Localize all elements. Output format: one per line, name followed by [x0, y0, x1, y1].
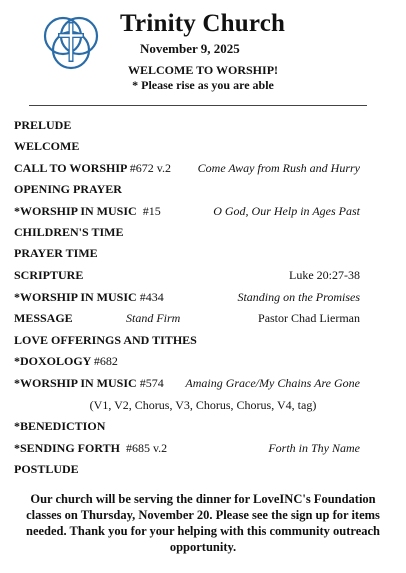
item-worship-music-2: [14, 290, 360, 308]
church-name: Trinity Church: [120, 10, 286, 37]
item-sending-forth: [14, 441, 360, 459]
item-welcome: [14, 139, 360, 157]
item-offerings: [14, 333, 360, 351]
scripture-reference: Luke 20:27-38: [289, 268, 360, 282]
hymn-title: O God, Our Help in Ages Past: [213, 204, 360, 218]
item-label: WELCOME: [14, 139, 80, 153]
church-logo-icon: [40, 14, 102, 70]
hymn-title: Come Away from Rush and Hurry: [197, 161, 360, 175]
item-label: *BENEDICTION: [14, 419, 106, 433]
item-prayer-time: [14, 246, 360, 264]
item-label: POSTLUDE: [14, 462, 79, 476]
welcome-heading: WELCOME TO WORSHIP!: [127, 63, 279, 77]
item-label: MESSAGE: [14, 311, 73, 325]
item-scripture: [14, 268, 360, 286]
item-doxology: [14, 354, 360, 372]
item-label: *DOXOLOGY: [14, 354, 91, 368]
announcement-text: Our church will be serving the dinner for LoveINC's Foundation classes on Thursday, November 20. Please see the sign up for items needed. Thank you for your helping with this community outreach opportunity.: [26, 492, 380, 554]
service-date: November 9, 2025: [140, 41, 240, 56]
hymn-number: #682: [93, 354, 118, 368]
hymn-number: #574: [139, 376, 164, 390]
item-label: *WORSHIP IN MUSIC: [14, 290, 137, 304]
item-call-to-worship: [14, 161, 360, 179]
item-label: PRAYER TIME: [14, 246, 98, 260]
verse-order: (V1, V2, Chorus, V3, Chorus, Chorus, V4, tag): [89, 398, 317, 412]
hymn-title: Amaing Grace/My Chains Are Gone: [185, 376, 360, 390]
rise-note: * Please rise as you are able: [132, 78, 274, 92]
item-worship-music-3: [14, 376, 360, 394]
item-label: *SENDING FORTH: [14, 441, 120, 455]
item-label: CHILDREN'S TIME: [14, 225, 124, 239]
item-childrens-time: [14, 225, 360, 243]
message-title: Stand Firm: [126, 311, 181, 325]
speaker-name: Pastor Chad Lierman: [258, 311, 360, 325]
item-label: CALL TO WORSHIP: [14, 161, 127, 175]
item-opening-prayer: [14, 182, 360, 200]
hymn-number: #685 v.2: [125, 441, 168, 455]
item-label: OPENING PRAYER: [14, 182, 122, 196]
item-message: [14, 311, 360, 329]
item-label: LOVE OFFERINGS AND TITHES: [14, 333, 197, 347]
divider: [29, 105, 367, 106]
hymn-title: Standing on the Promises: [237, 290, 360, 304]
item-label: *WORSHIP IN MUSIC: [14, 376, 137, 390]
item-label: *WORSHIP IN MUSIC: [14, 204, 137, 218]
item-label: SCRIPTURE: [14, 268, 84, 282]
item-benediction: [14, 419, 360, 437]
hymn-number: #672 v.2: [129, 161, 171, 175]
hymn-number: #15: [142, 204, 161, 218]
item-postlude: [14, 462, 360, 480]
item-worship-music-1: [14, 204, 360, 222]
hymn-number: #434: [139, 290, 164, 304]
item-prelude: [14, 118, 360, 136]
item-label: PRELUDE: [14, 118, 72, 132]
hymn-title: Forth in Thy Name: [268, 441, 360, 455]
